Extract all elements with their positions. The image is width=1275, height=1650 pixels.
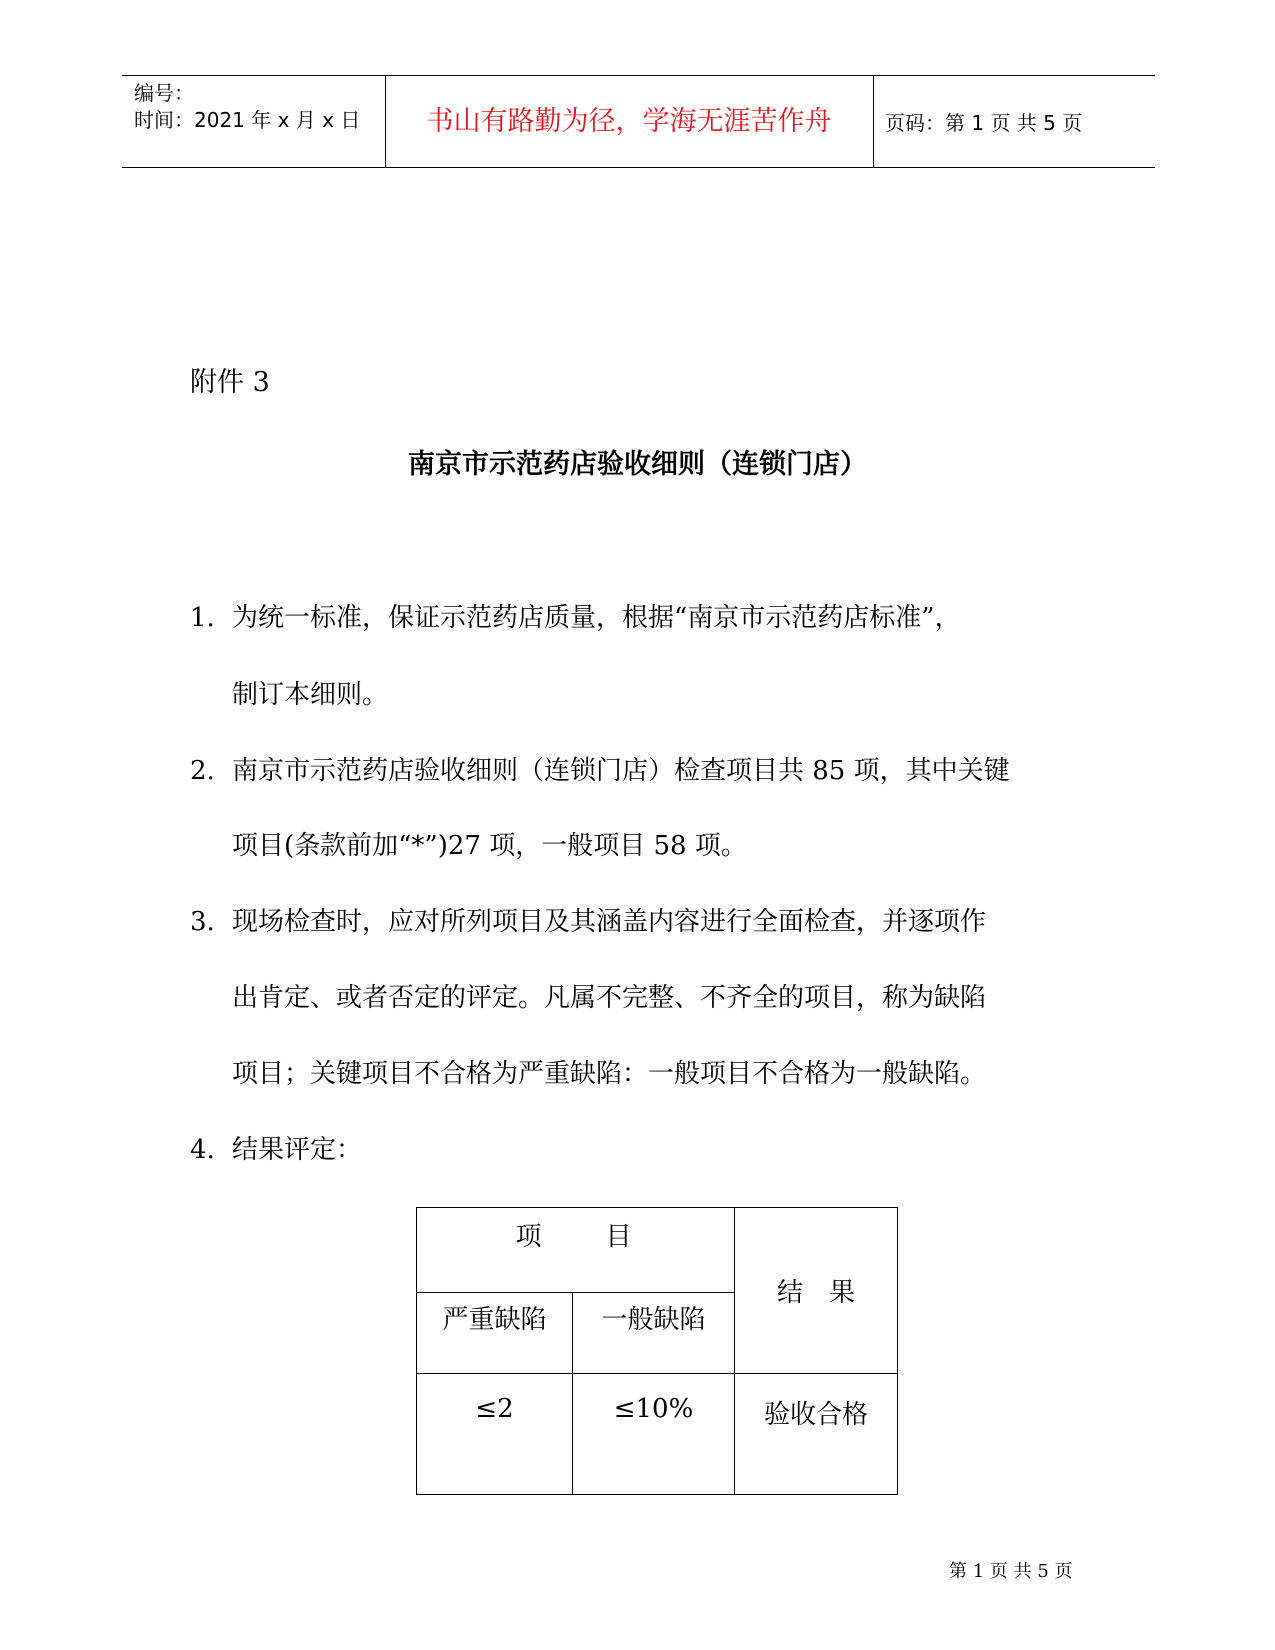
item-text-continued: 出肯定、或者否定的评定。凡属不完整、不齐全的项目，称为缺陷 [232,983,987,1013]
item-number: 4. [190,1135,215,1165]
footer-page-number: 第 1 页 共 5 页 [949,1561,1073,1582]
header-bottom-rule [122,167,1155,168]
header-time-label: 时间：2021 年 x 月 x 日 [134,108,361,132]
item-text-continued: 项目；关键项目不合格为严重缺陷：一般项目不合格为一般缺陷。 [232,1059,987,1089]
table-row [417,1374,898,1495]
document-title: 南京市示范药店验收细则（连锁门店） [408,449,867,480]
item-text: 为统一标准，保证示范药店质量，根据“南京市示范药店标准”， [232,603,961,633]
result-table [416,1207,898,1495]
header-divider-right [873,75,874,167]
item-text: 现场检查时，应对所列项目及其涵盖内容进行全面检查，并逐项作 [232,907,987,937]
list-item [190,754,1010,788]
item-number: 3. [190,907,215,937]
item-text: 南京市示范药店验收细则（连锁门店）检查项目共 85 项，其中关键 [232,756,1010,786]
cell-general: ≤10% [573,1374,735,1495]
header-top-rule [122,75,1155,76]
cell-serious: ≤2 [417,1374,573,1495]
item-text-continued: 制订本细则。 [232,680,389,710]
header-motto: 书山有路勤为径，学海无涯苦作舟 [426,106,832,137]
item-number: 1. [190,603,215,633]
item-text: 结果评定： [232,1135,363,1165]
table-header-general: 一般缺陷 [573,1293,735,1374]
item-number: 2. [190,756,215,786]
header-meta [134,80,360,134]
list-item [190,1133,362,1167]
attachment-label: 附件 3 [190,367,270,398]
table-header-result: 结 果 [735,1208,898,1374]
cell-result: 验收合格 [735,1374,898,1495]
list-item [190,601,961,635]
list-item [190,905,986,939]
table-header-item: 项 目 [417,1208,735,1293]
header-page-info: 页码：第 1 页 共 5 页 [885,111,1083,135]
table-header-serious: 严重缺陷 [417,1293,573,1374]
header-number-label: 编号： [134,81,194,105]
item-text-continued: 项目(条款前加“*”)27 项，一般项目 58 项。 [232,831,747,861]
